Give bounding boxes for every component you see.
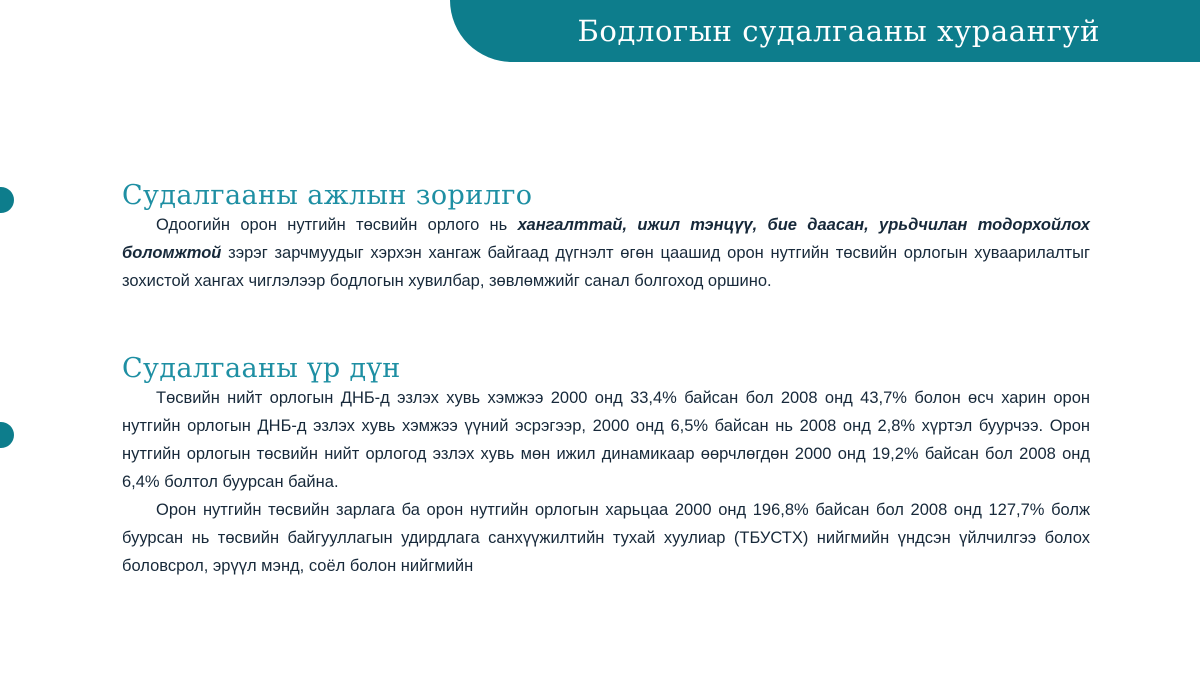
section-heading-results: Судалгааны үр дүн [122,353,401,384]
text-run: Төсвийн нийт орлогын ДНБ-д эзлэх хувь хэмжээ 2000 онд 33,4% байсан бол 2008 онд 43,7% болон өсч харин орон нутгийн орлогын ДНБ-д эзлэх хувь хэмжээ үүний эсрэгээр, 2000 онд 6,5% байсан нь 2008 онд 2,8% хүртэл буурчээ. Орон нутгийн орлогын төсвийн нийт орлогод эзлэх хувь мөн ижил динамикаар өөрчлөгдөн 2000 онд 19,2% байсан бол 2008 онд 6,4% болтол буурсан байна. [122,389,1090,491]
text-run-emphasis: хангалттай, ижил тэнцүү, бие даасан, урьдчилан тодорхойлох боломжтой [122,216,1090,262]
document-content [0,62,1200,680]
text-run: Одоогийн орон нутгийн төсвийн орлого нь [156,216,518,234]
paragraph-results-1 [122,384,1090,496]
paragraph-purpose [122,211,1090,295]
text-run: Орон нутгийн төсвийн зарлага ба орон нутгийн орлогын харьцаа 2000 онд 196,8% байсан бол 2008 онд 127,7% болж буурсан нь төсвийн байгууллагын удирдлага санхүүжилтийн тухай хуулиар (ТБУСТХ) нийгмийн үндсэн үйлчилгээ болох боловсрол, эрүүл мэнд, соёл болон нийгмийн [122,501,1090,575]
paragraph-results-2 [122,496,1090,580]
page-title: Бодлогын судалгааны хураангуй [577,14,1100,48]
header-banner [450,0,1200,62]
section-heading-purpose: Судалгааны ажлын зорилго [122,180,533,211]
text-run: зэрэг зарчмуудыг хэрхэн хангаж байгаад дүгнэлт өгөн цаашид орон нутгийн төсвийн орлогын хуваарилалтыг зохистой хангах чиглэлээр бодлогын хувилбар, зөвлөмжийг санал болгоход оршино. [122,244,1090,290]
